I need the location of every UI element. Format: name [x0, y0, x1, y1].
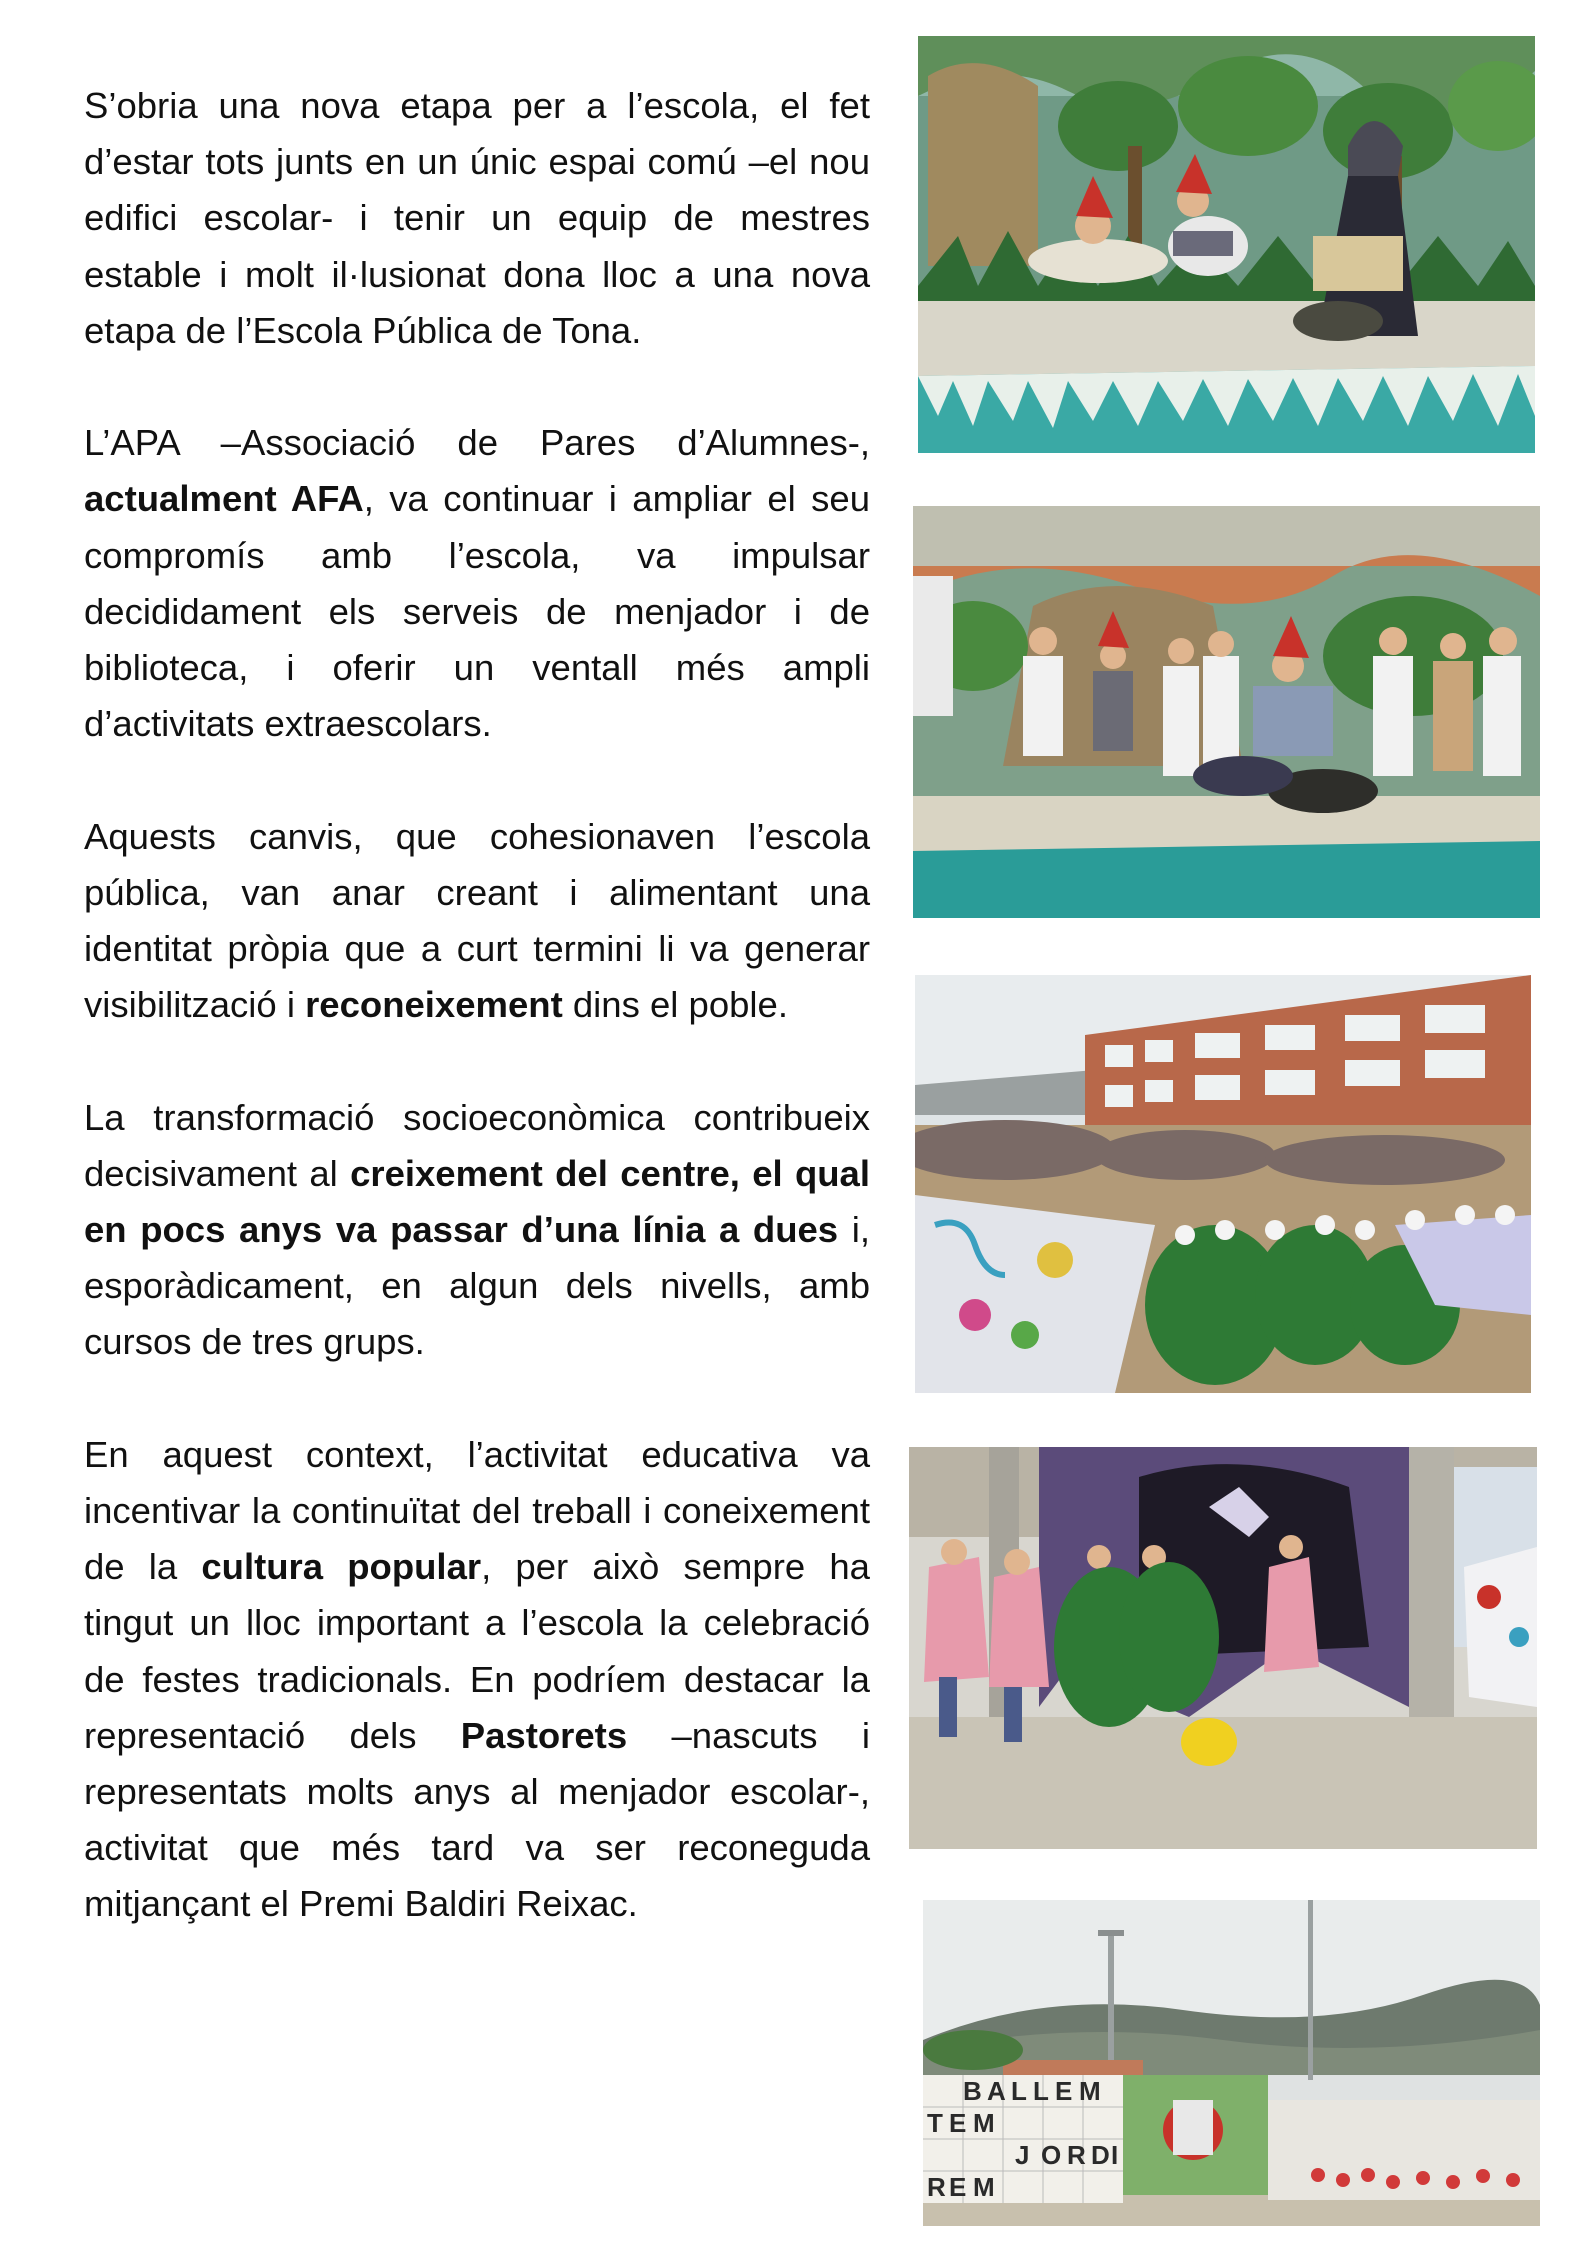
banner-letter: R [1067, 2140, 1086, 2170]
banner-letter: M [973, 2108, 995, 2138]
paragraph-popular-culture: En aquest context, l’activitat educativa va incentivar la continuïtat del treball i coneixement de la cultura popular, per això sempre ha tingut un lloc important a l’escola la celebració de festes tradicionals. En podríem destacar la representació dels Pastorets –nascuts i representats molts anys al menjador escolar-, activitat que més tard va ser reconeguda mitjançant el Premi Baldiri Reixac. [84, 1433, 870, 1925]
banner-letter: E [1055, 2076, 1073, 2106]
banner-letter: D [1091, 2140, 1110, 2170]
banner-letter: L [1011, 2076, 1027, 2106]
banner-letter: T [927, 2108, 943, 2138]
photo-schoolyard-festival [915, 975, 1531, 1393]
banner-letter: L [1033, 2076, 1049, 2106]
banner-letter: I [1111, 2140, 1119, 2170]
photo-ballem-jordi-banner [923, 1900, 1540, 2226]
photo-stage-play-gnomes [918, 36, 1535, 453]
photo-stage-children-group [913, 506, 1540, 918]
paragraph-identity: Aquests canvis, que cohesionaven l’escola pública, van anar creant i alimentant una identitat pròpia que a curt termini li va generar visibilització i reconeixement dins el poble. [84, 815, 870, 1026]
banner-letter: E [949, 2108, 967, 2138]
photo-costume-parade [909, 1447, 1537, 1849]
paragraph-growth: La transformació socioeconòmica contribueix decisivament al creixement del centre, el qual en pocs anys va passar d’una línia a dues i, esporàdicament, en algun dels nivells, amb cursos de tres grups. [84, 1096, 870, 1363]
banner-letter: O [1041, 2140, 1062, 2170]
banner-letter: M [1079, 2076, 1101, 2106]
banner-letter: A [987, 2076, 1006, 2106]
banner-letter: B [963, 2076, 982, 2106]
article-text [84, 78, 870, 1933]
banner-letter: E [949, 2172, 967, 2202]
banner-letter: M [973, 2172, 995, 2202]
banner-letter: J [1015, 2140, 1030, 2170]
paragraph-apa: L’APA –Associació de Pares d’Alumnes-, actualment AFA, va continuar i ampliar el seu compromís amb l’escola, va impulsar decididament els serveis de menjador i de biblioteca, i oferir un ventall més ampli d’activitats extraescolars. [84, 422, 871, 745]
paragraph-new-stage: S’obria una nova etapa per a l’escola, el fet d’estar tots junts en un únic espai comú –el nou edifici escolar- i tenir un equip de mestres estable i molt il·lusionat dona lloc a una nova etapa de l’Escola Pública de Tona. [84, 85, 870, 351]
banner-letter: R [927, 2172, 946, 2202]
